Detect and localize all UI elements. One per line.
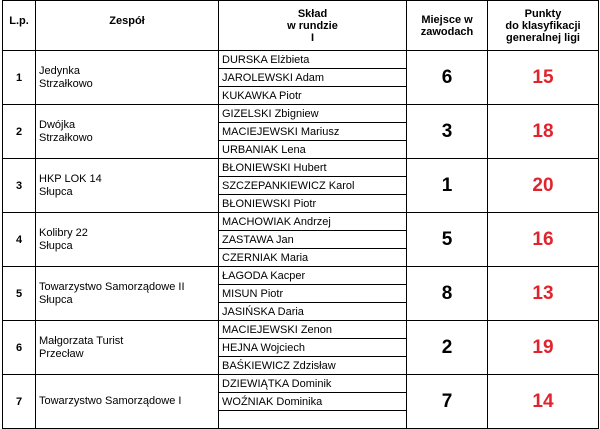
header-roster-line-1: Skład	[297, 7, 328, 20]
team-name: Kolibry 22	[39, 226, 88, 239]
team-name: HKP LOK 14	[39, 172, 102, 185]
team-town: Słupca	[39, 185, 73, 198]
table-row	[3, 159, 599, 177]
team-name-cell	[36, 267, 219, 321]
team-name: Jedynka	[39, 64, 80, 77]
row-number: 1	[3, 51, 36, 105]
table-row	[3, 321, 599, 339]
row-number: 2	[3, 105, 36, 159]
team-name-cell	[36, 159, 219, 213]
team-town: Strzałkowo	[39, 131, 93, 144]
table-row	[3, 375, 599, 393]
table-row	[3, 51, 599, 69]
row-number: 3	[3, 159, 36, 213]
header-place-line-1: Miejsce w	[421, 13, 473, 26]
points-value: 13	[488, 267, 599, 321]
row-number: 4	[3, 213, 36, 267]
team-name: Towarzystwo Samorządowe I	[39, 395, 182, 407]
team-member: SZCZEPANKIEWICZ Karol	[219, 177, 407, 195]
team-member: WOŹNIAK Dominika	[219, 393, 407, 411]
points-value: 19	[488, 321, 599, 375]
place-value: 6	[407, 51, 488, 105]
table-row	[3, 267, 599, 285]
place-value: 8	[407, 267, 488, 321]
place-value: 1	[407, 159, 488, 213]
header-roster	[219, 1, 407, 51]
results-table	[2, 0, 599, 429]
points-value: 15	[488, 51, 599, 105]
team-member: MISUN Piotr	[219, 285, 407, 303]
team-member: MACHOWIAK Andrzej	[219, 213, 407, 231]
team-member: DZIEWIĄTKA Dominik	[219, 375, 407, 393]
points-value: 16	[488, 213, 599, 267]
header-points-line-1: Punkty	[524, 7, 562, 20]
team-town: Słupca	[39, 293, 73, 306]
table-body	[3, 51, 599, 429]
place-value: 7	[407, 375, 488, 429]
header-place	[407, 1, 488, 51]
row-number: 7	[3, 375, 36, 429]
team-member: URBANIAK Lena	[219, 141, 407, 159]
team-member: BAŚKIEWICZ Zdzisław	[219, 357, 407, 375]
team-member: MACIEJEWSKI Mariusz	[219, 123, 407, 141]
team-name-cell	[36, 321, 219, 375]
team-name-cell	[36, 51, 219, 105]
team-member: MACIEJEWSKI Zenon	[219, 321, 407, 339]
team-name-cell	[36, 375, 219, 429]
team-name-cell	[36, 213, 219, 267]
table-row	[3, 213, 599, 231]
place-value: 5	[407, 213, 488, 267]
team-member	[219, 411, 407, 429]
header-roster-line-3: I	[310, 31, 315, 44]
header-points-line-2: do klasyfikacji	[505, 19, 581, 32]
header-lp: L.p.	[3, 1, 36, 51]
header-row	[3, 1, 599, 51]
team-town: Słupca	[39, 239, 73, 252]
team-member: ZASTAWA Jan	[219, 231, 407, 249]
points-value: 18	[488, 105, 599, 159]
header-place-line-2: zawodach	[420, 25, 474, 38]
team-member: CZERNIAK Maria	[219, 249, 407, 267]
team-member: DURSKA Elżbieta	[219, 51, 407, 69]
row-number: 5	[3, 267, 36, 321]
team-name: Małgorzata Turist	[39, 334, 124, 347]
header-points-line-3: generalnej ligi	[506, 31, 580, 44]
team-name-cell	[36, 105, 219, 159]
place-value: 2	[407, 321, 488, 375]
points-value: 20	[488, 159, 599, 213]
table-row	[3, 105, 599, 123]
team-name: Towarzystwo Samorządowe II	[39, 280, 185, 293]
team-member: HEJNA Wojciech	[219, 339, 407, 357]
team-town: Strzałkowo	[39, 77, 93, 90]
row-number: 6	[3, 321, 36, 375]
points-value: 14	[488, 375, 599, 429]
place-value: 3	[407, 105, 488, 159]
team-member: JAROLEWSKI Adam	[219, 69, 407, 87]
team-member: BŁONIEWSKI Piotr	[219, 195, 407, 213]
team-member: ŁAGODA Kacper	[219, 267, 407, 285]
team-member: KUKAWKA Piotr	[219, 87, 407, 105]
team-member: BŁONIEWSKI Hubert	[219, 159, 407, 177]
team-town: Przecław	[39, 347, 84, 360]
team-member: JASIŃSKA Daria	[219, 303, 407, 321]
team-name: Dwójka	[39, 118, 76, 131]
header-roster-line-2: w rundzie	[287, 19, 338, 32]
team-member: GIZELSKI Zbigniew	[219, 105, 407, 123]
header-team: Zespół	[36, 1, 219, 51]
header-points	[488, 1, 599, 51]
